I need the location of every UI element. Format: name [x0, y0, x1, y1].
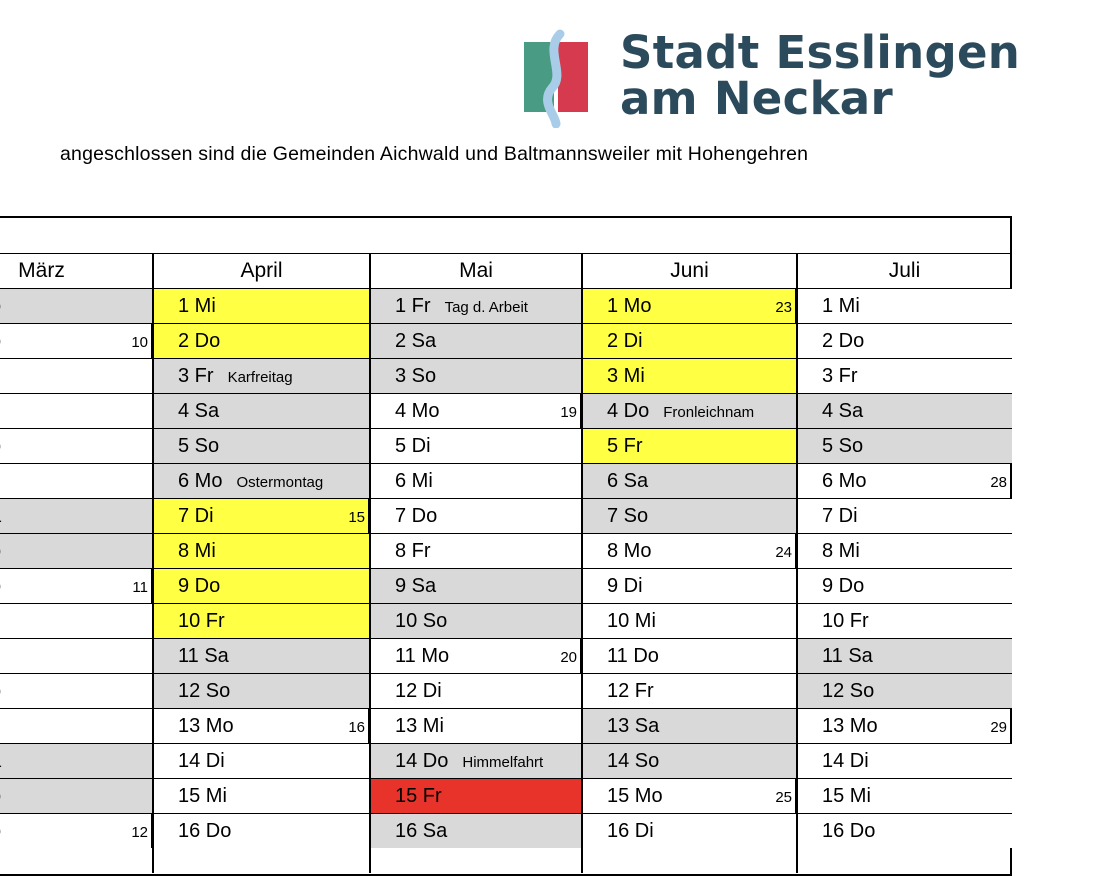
day-label: 15 Mo — [607, 785, 663, 807]
day-label: 9 Sa — [395, 575, 437, 597]
day-cell — [153, 463, 370, 498]
day-cell — [0, 393, 153, 428]
day-cell — [797, 568, 1012, 603]
week-number: 16 — [348, 719, 365, 736]
day-cell — [0, 603, 153, 638]
week-number: 10 — [131, 334, 148, 351]
day-cell — [797, 323, 1012, 358]
day-label: 11 Mo — [395, 645, 450, 667]
day-cell — [153, 323, 370, 358]
week-number: 23 — [775, 299, 792, 316]
week-number: 15 — [348, 509, 365, 526]
day-cell — [370, 673, 582, 708]
day-cell — [153, 708, 370, 743]
day-label: 1 Fr Tag d. Arbeit — [395, 295, 528, 317]
day-cell — [370, 288, 582, 323]
day-cell — [582, 673, 797, 708]
day-label: 11 Sa — [178, 645, 229, 667]
day-label: 3 Fr — [822, 365, 858, 387]
day-label: 6 Mi — [395, 470, 433, 492]
day-cell — [582, 568, 797, 603]
day-cell — [0, 813, 153, 848]
day-label: 13 Mo — [822, 715, 878, 737]
month-header: April — [153, 253, 370, 288]
day-label: 14 Di — [822, 750, 869, 772]
day-label: 11 Sa — [822, 645, 873, 667]
day-cell — [797, 498, 1012, 533]
city-logo-wordmark — [620, 26, 1021, 125]
day-label: 13 Mo — [178, 715, 234, 737]
day-cell — [153, 603, 370, 638]
day-label: 15 Mi — [822, 785, 871, 807]
day-label: 7 So — [607, 505, 649, 527]
day-label: 8 Mi — [822, 540, 860, 562]
city-logo-line2: am Neckar — [620, 72, 893, 125]
day-label — [0, 499, 1, 533]
day-cell — [370, 463, 582, 498]
week-number: 28 — [990, 474, 1007, 491]
day-label: 12 Fr — [607, 680, 654, 702]
day-cell — [0, 533, 153, 568]
day-cell — [370, 743, 582, 778]
day-cell — [582, 463, 797, 498]
day-cell — [582, 708, 797, 743]
week-number: 25 — [775, 789, 792, 806]
day-cell — [0, 568, 153, 603]
day-cell — [153, 568, 370, 603]
week-divider — [1010, 464, 1012, 498]
day-cell — [582, 498, 797, 533]
week-number: 11 — [132, 579, 148, 596]
day-cell — [797, 778, 1012, 813]
day-cell — [370, 778, 582, 813]
day-label: 12 Di — [395, 680, 442, 702]
day-label: 16 Do — [178, 820, 232, 842]
day-cell — [582, 638, 797, 673]
day-cell — [153, 498, 370, 533]
day-cell — [582, 358, 797, 393]
day-label: 16 Sa — [395, 820, 448, 842]
holiday-label: Fronleichnam — [663, 404, 755, 421]
day-label: 10 Mi — [607, 610, 656, 632]
day-cell — [153, 743, 370, 778]
day-cell — [153, 673, 370, 708]
day-cell — [153, 358, 370, 393]
column-divider — [152, 253, 154, 873]
day-label — [0, 534, 1, 568]
day-cell — [797, 638, 1012, 673]
day-label: 8 Mo — [607, 540, 652, 562]
day-cell — [0, 673, 153, 708]
week-divider — [1010, 709, 1012, 743]
day-label: 9 Di — [607, 575, 643, 597]
city-logo-mark-icon — [522, 28, 592, 128]
day-label: 10 Fr — [822, 610, 869, 632]
day-cell — [370, 813, 582, 848]
day-cell — [797, 673, 1012, 708]
day-label: 4 Mo — [395, 400, 440, 422]
holiday-label: Tag d. Arbeit — [444, 299, 528, 316]
day-label: 1 Mi — [178, 295, 216, 317]
day-cell — [582, 428, 797, 463]
month-header: März — [0, 253, 153, 288]
day-label: 15 Mi — [178, 785, 227, 807]
day-cell — [582, 393, 797, 428]
day-label: 2 Di — [607, 330, 643, 352]
week-number: 29 — [990, 719, 1007, 736]
day-label: 4 Sa — [822, 400, 864, 422]
day-label: 1 Mo — [607, 295, 652, 317]
day-cell — [153, 428, 370, 463]
holiday-label: Karfreitag — [227, 369, 293, 386]
day-label: 4 Do Fronleichnam — [607, 400, 755, 422]
week-number: 12 — [131, 824, 148, 841]
day-label: 13 Sa — [607, 715, 660, 737]
day-label: 9 Do — [178, 575, 221, 597]
day-cell — [582, 533, 797, 568]
day-cell — [370, 498, 582, 533]
day-label — [0, 814, 1, 848]
day-label: 5 Di — [395, 435, 431, 457]
day-cell — [370, 393, 582, 428]
day-cell — [0, 463, 153, 498]
day-label: 7 Di — [822, 505, 858, 527]
day-cell — [0, 743, 153, 778]
day-cell — [0, 708, 153, 743]
day-cell — [0, 358, 153, 393]
day-label: 7 Di — [178, 505, 214, 527]
day-cell — [582, 603, 797, 638]
day-label: 2 Do — [822, 330, 865, 352]
day-cell — [797, 358, 1012, 393]
day-cell — [797, 463, 1012, 498]
day-label: 3 Mi — [607, 365, 645, 387]
month-header: Mai — [370, 253, 582, 288]
day-cell — [370, 533, 582, 568]
day-cell — [797, 428, 1012, 463]
day-label — [0, 569, 1, 603]
day-label — [0, 744, 1, 778]
day-label — [0, 289, 1, 323]
day-cell — [153, 778, 370, 813]
day-cell — [582, 778, 797, 813]
day-cell — [0, 428, 153, 463]
day-label: 13 Mi — [395, 715, 444, 737]
day-label: 10 So — [395, 610, 448, 632]
month-header: Juni — [582, 253, 797, 288]
day-cell — [370, 568, 582, 603]
day-cell — [0, 498, 153, 533]
day-label: 5 Fr — [607, 435, 643, 457]
day-label: 5 So — [178, 435, 220, 457]
column-divider — [581, 253, 583, 873]
day-label: 2 Sa — [395, 330, 437, 352]
day-label: 5 So — [822, 435, 864, 457]
day-cell — [153, 288, 370, 323]
day-label: 15 Fr — [395, 785, 442, 807]
subtitle: angeschlossen sind die Gemeinden Aichwald und Baltmannsweiler mit Hohengehren — [60, 143, 809, 165]
day-label: 6 Mo Ostermontag — [178, 470, 324, 492]
day-label: 7 Do — [395, 505, 438, 527]
day-label: 12 So — [178, 680, 231, 702]
day-label: 1 Mi — [822, 295, 860, 317]
day-cell — [0, 288, 153, 323]
day-cell — [582, 323, 797, 358]
day-cell — [797, 603, 1012, 638]
day-label — [0, 779, 1, 813]
day-label: 6 Mo — [822, 470, 867, 492]
day-label: 8 Mi — [178, 540, 216, 562]
day-label: 10 Fr — [178, 610, 225, 632]
day-cell — [153, 813, 370, 848]
week-number: 19 — [560, 404, 577, 421]
day-cell — [797, 288, 1012, 323]
week-number: 20 — [560, 649, 577, 666]
week-number: 24 — [775, 544, 792, 561]
day-label: 2 Do — [178, 330, 221, 352]
column-divider — [369, 253, 371, 873]
day-label — [0, 324, 1, 358]
day-cell — [797, 743, 1012, 778]
day-label: 3 So — [395, 365, 437, 387]
day-label: 14 Di — [178, 750, 225, 772]
day-cell — [370, 358, 582, 393]
holiday-label: Himmelfahrt — [462, 754, 544, 771]
day-label: 4 Sa — [178, 400, 220, 422]
holiday-label: Ostermontag — [236, 474, 324, 491]
day-label: 11 Do — [607, 645, 659, 667]
day-label: 14 Do Himmelfahrt — [395, 750, 544, 772]
day-cell — [153, 638, 370, 673]
day-cell — [797, 708, 1012, 743]
day-label — [0, 674, 1, 708]
day-cell — [370, 428, 582, 463]
day-cell — [582, 813, 797, 848]
city-logo — [522, 26, 1021, 130]
day-cell — [370, 323, 582, 358]
day-cell — [370, 638, 582, 673]
day-cell — [0, 778, 153, 813]
day-cell — [797, 813, 1012, 848]
day-cell — [370, 603, 582, 638]
day-label: 9 Do — [822, 575, 865, 597]
day-cell — [797, 533, 1012, 568]
day-cell — [0, 638, 153, 673]
day-label: 12 So — [822, 680, 875, 702]
day-cell — [582, 288, 797, 323]
day-cell — [153, 533, 370, 568]
day-label: 16 Di — [607, 820, 654, 842]
day-label: 3 Fr Karfreitag — [178, 365, 293, 387]
day-label: 8 Fr — [395, 540, 431, 562]
column-divider — [796, 253, 798, 873]
month-header: Juli — [797, 253, 1012, 288]
city-logo-line1: Stadt Esslingen — [620, 26, 1021, 79]
day-label — [0, 429, 1, 463]
day-label: 16 Do — [822, 820, 876, 842]
day-cell — [0, 323, 153, 358]
day-cell — [797, 393, 1012, 428]
day-label: 6 Sa — [607, 470, 649, 492]
day-cell — [582, 743, 797, 778]
day-cell — [153, 393, 370, 428]
day-cell — [370, 708, 582, 743]
day-label: 14 So — [607, 750, 660, 772]
